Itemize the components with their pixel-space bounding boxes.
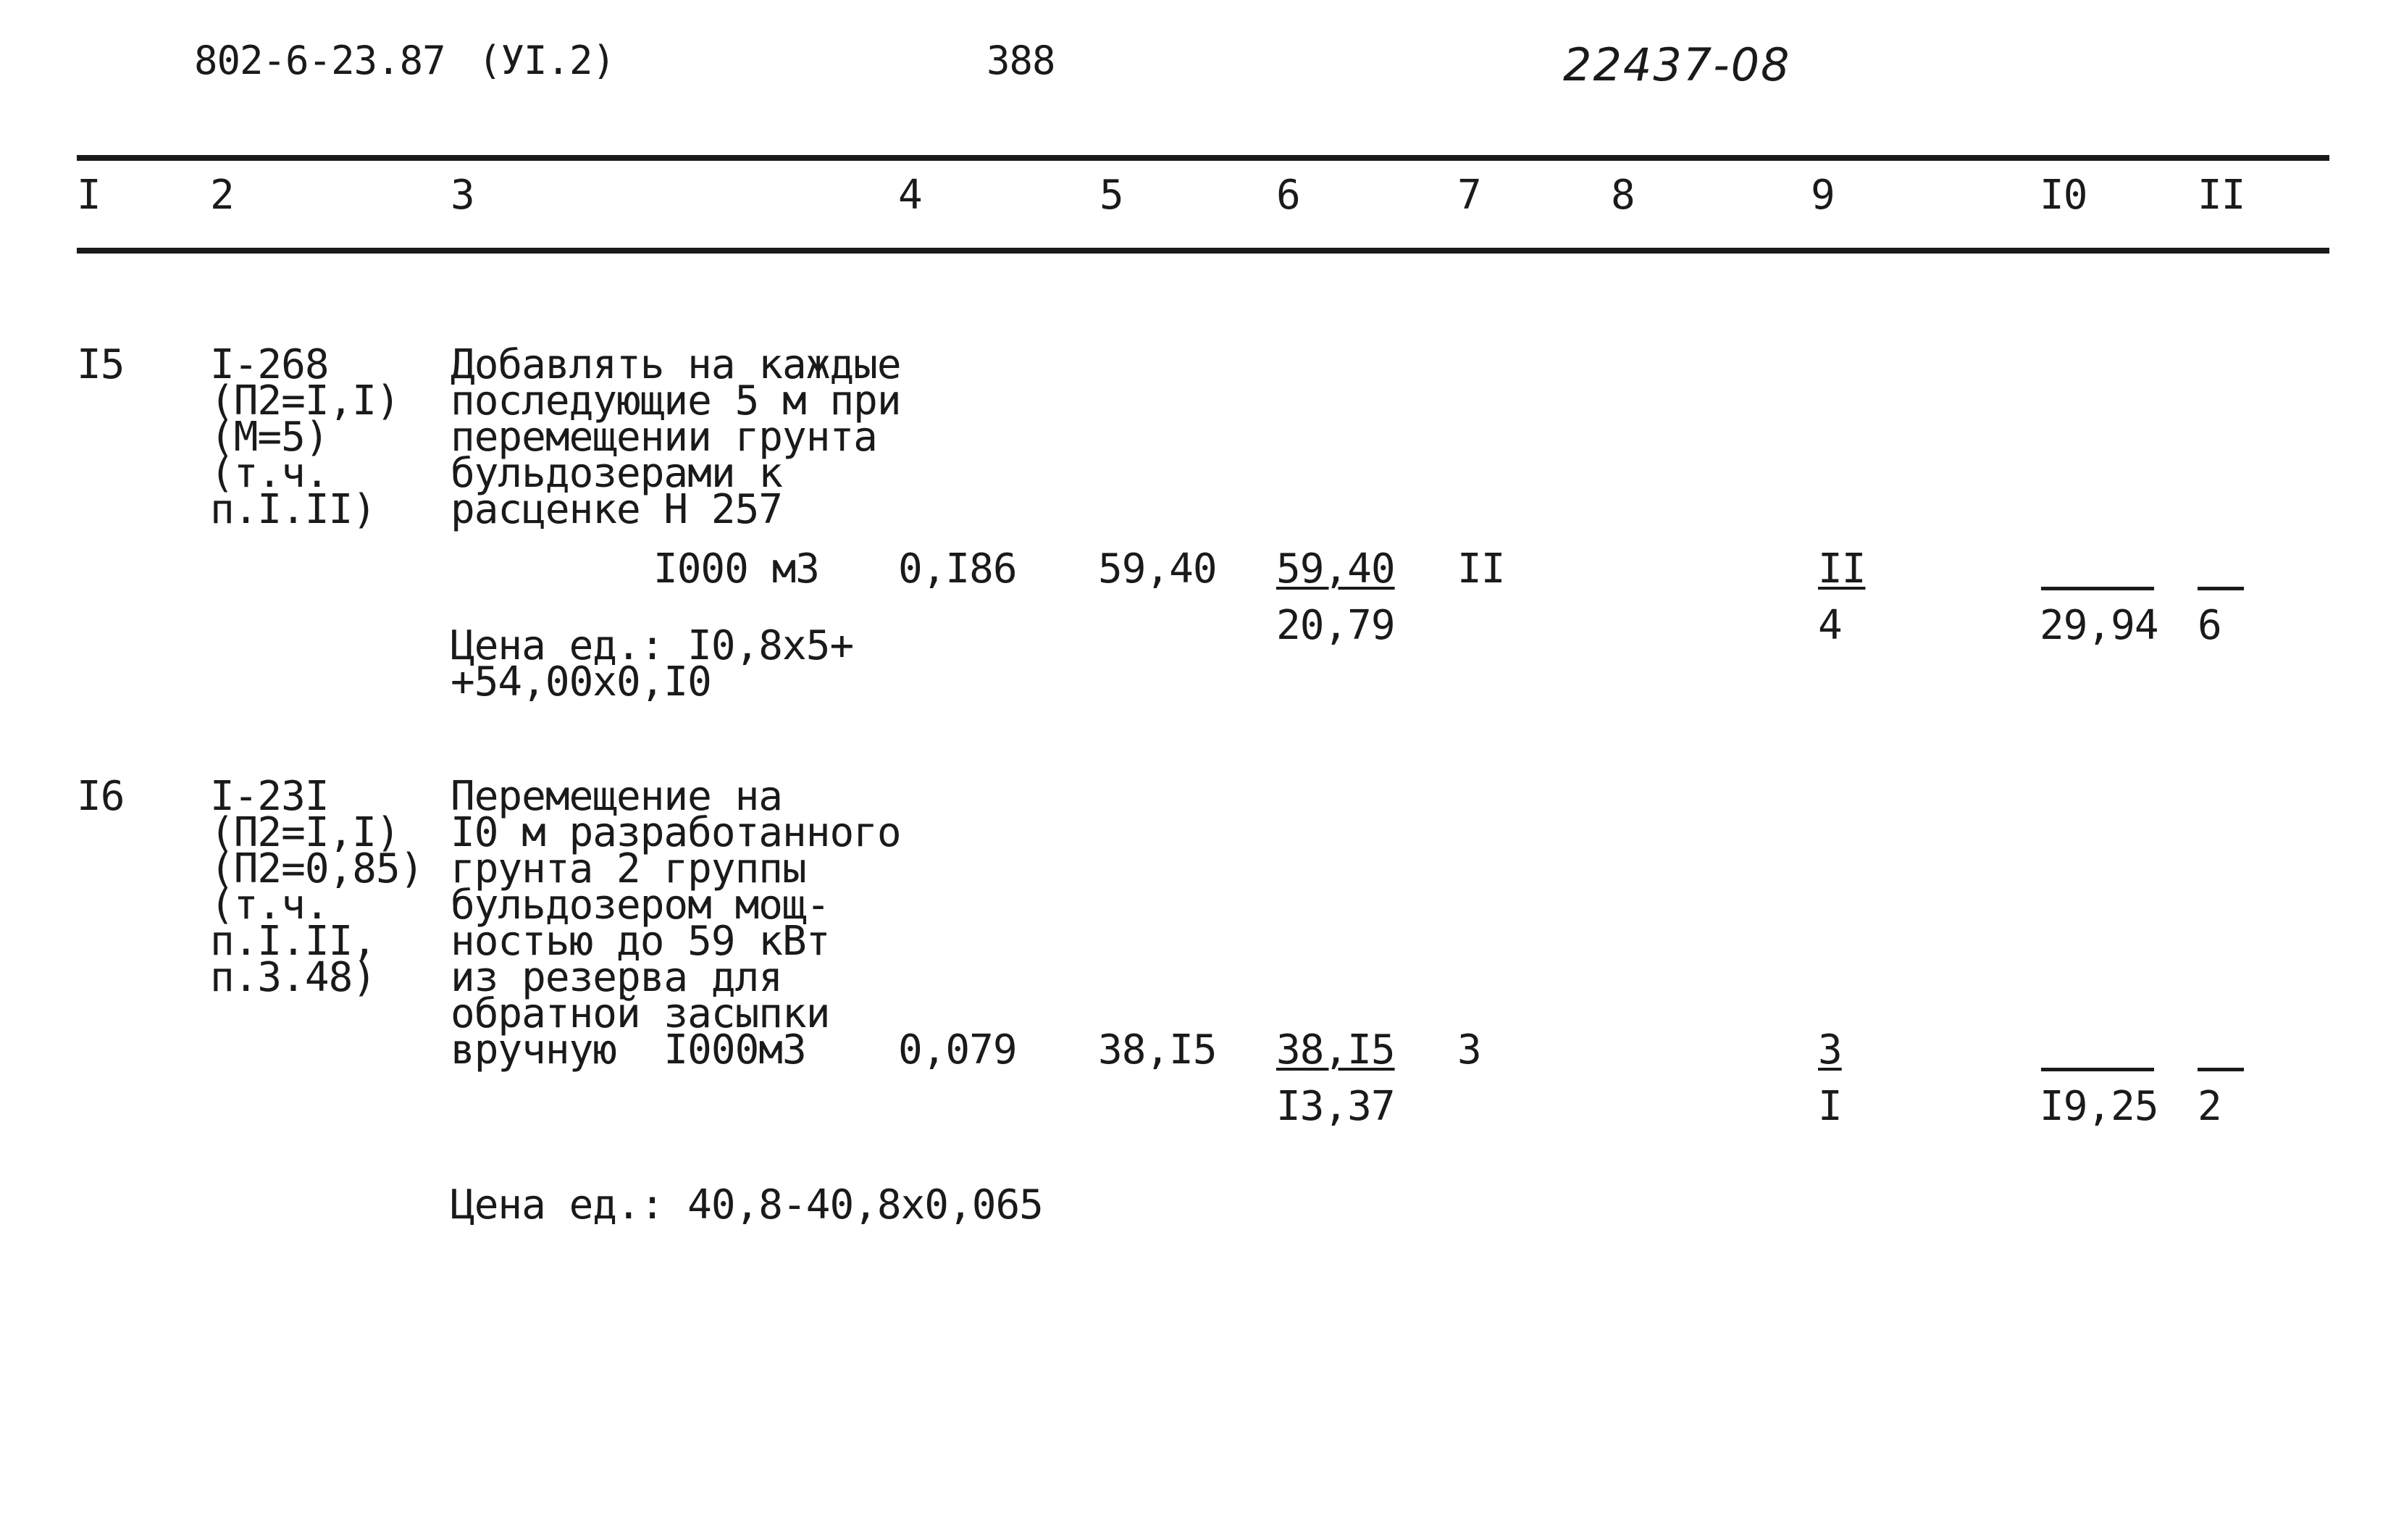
column-9-top-value: II <box>1818 545 1866 593</box>
price-note-line: Цена ед.: I0,8x5+ <box>451 622 854 669</box>
description-line: грунта 2 группы <box>451 845 806 892</box>
rate-code-line: п.3.48) <box>210 954 377 1001</box>
rate-code-line: I-23I <box>210 773 329 820</box>
column-header: 4 <box>898 172 922 219</box>
column-10-blank-dash <box>2041 1068 2154 1071</box>
column-header: 7 <box>1457 172 1481 219</box>
column-10-value: 29,94 <box>2040 602 2158 649</box>
page-number: 388 <box>987 38 1055 83</box>
quantity: 0,079 <box>898 1026 1017 1074</box>
column-header: 3 <box>451 172 474 219</box>
column-header: I <box>77 172 101 219</box>
rate-code-line: (П2=0,85) <box>210 845 424 892</box>
description-line: расценке Н 257 <box>451 486 783 533</box>
description-line: Добавлять на каждые <box>451 341 901 388</box>
column-9-bottom-value: 4 <box>1818 602 1842 649</box>
column-header: 9 <box>1811 172 1835 219</box>
unit-price: 38,I5 <box>1098 1026 1217 1074</box>
row-number: I6 <box>77 773 125 820</box>
description-line: бульдозерами к <box>451 450 783 497</box>
description-line: Перемещение на <box>451 773 783 820</box>
column-header: 8 <box>1611 172 1635 219</box>
description-line: из резерва для <box>451 954 783 1001</box>
document-code: 802-6-23.87 <box>194 38 445 83</box>
column-6-top-value: 59,40 <box>1276 545 1395 593</box>
rate-code-line: (т.ч. <box>210 882 329 929</box>
description-line: бульдозером мощ- <box>451 882 830 929</box>
rate-code-line: (П2=I,I) <box>210 377 400 424</box>
column-6-top-value: 38,I5 <box>1276 1026 1395 1074</box>
table-top-rule <box>77 155 2329 161</box>
column-header: 6 <box>1276 172 1300 219</box>
column-header: 2 <box>210 172 234 219</box>
description-line: ностью до 59 кВт <box>451 918 830 965</box>
rate-code-line: п.I.II, <box>210 918 377 965</box>
rate-code-line: (П2=I,I) <box>210 809 400 856</box>
price-note: Цена ед.: 40,8-40,8x0,065 <box>451 1181 1043 1229</box>
price-note-line: +54,00x0,I0 <box>451 658 711 706</box>
description-line: перемещении грунта <box>451 414 877 461</box>
column-11-blank-dash <box>2198 587 2244 590</box>
column-11-blank-dash <box>2198 1068 2244 1071</box>
description-line: последующие 5 м при <box>451 377 901 424</box>
column-11-value: 2 <box>2198 1083 2221 1130</box>
rate-code-line: п.I.II) <box>210 486 377 533</box>
unit-price: 59,40 <box>1098 545 1217 593</box>
column-header: II <box>2198 172 2245 219</box>
row-number: I5 <box>77 341 125 388</box>
column-header: I0 <box>2040 172 2087 219</box>
rate-code-line: I-268 <box>210 341 329 388</box>
column-7-value: 3 <box>1457 1026 1481 1074</box>
description-line: вручную I000м3 <box>451 1026 806 1074</box>
table-header-rule <box>77 248 2329 254</box>
description-line: обратной засыпки <box>451 990 830 1037</box>
inventory-number: 22437-08 <box>1563 38 1791 91</box>
column-6-bottom-value: 20,79 <box>1276 602 1395 649</box>
rate-code-line: (т.ч. <box>210 450 329 497</box>
column-11-value: 6 <box>2198 602 2221 649</box>
column-header: 5 <box>1099 172 1123 219</box>
column-10-value: I9,25 <box>2040 1083 2158 1130</box>
column-10-blank-dash <box>2041 587 2154 590</box>
description-line: I0 м разработанного <box>451 809 901 856</box>
quantity: 0,I86 <box>898 545 1017 593</box>
unit-of-measure: I000 м3 <box>653 545 820 593</box>
column-6-bottom-value: I3,37 <box>1276 1083 1395 1130</box>
section-number: (УI.2) <box>478 38 616 83</box>
column-9-bottom-value: I <box>1818 1083 1842 1130</box>
column-7-value: II <box>1457 545 1505 593</box>
rate-code-line: (М=5) <box>210 414 329 461</box>
column-9-top-value: 3 <box>1818 1026 1842 1074</box>
